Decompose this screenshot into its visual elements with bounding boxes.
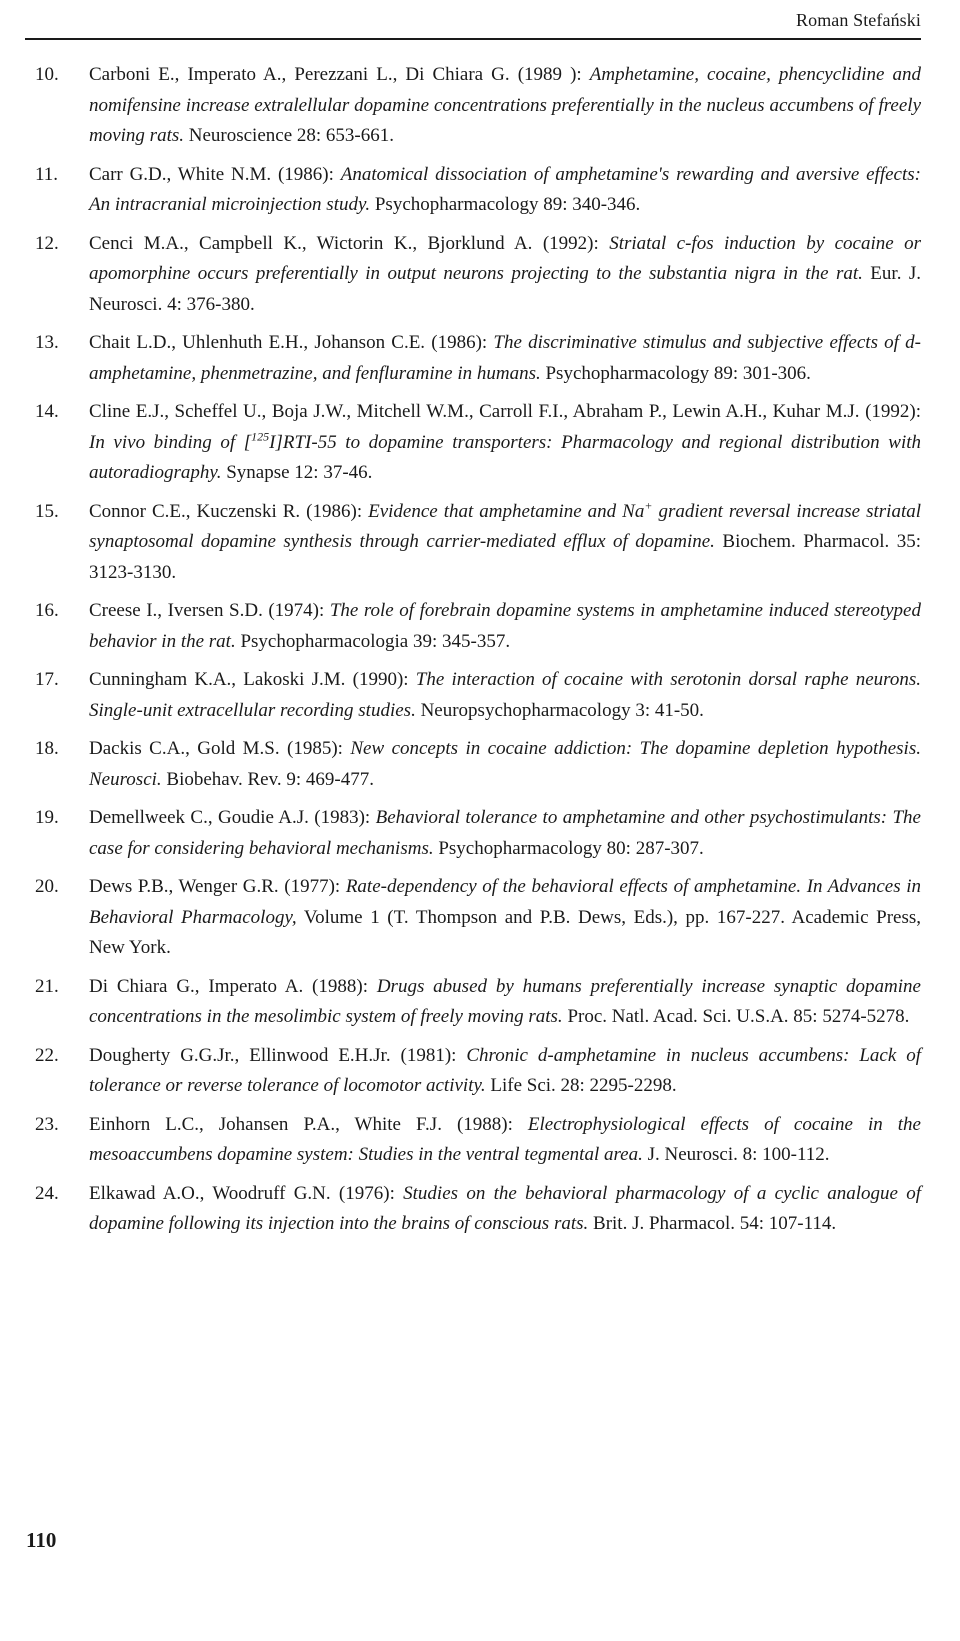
reference-plain-segment: Life Sci. 28: 2295-2298. bbox=[485, 1075, 677, 1096]
reference-item bbox=[25, 497, 921, 589]
reference-title-segment: Amphetamine, cocaine, phencyclidine and nomifensine increase extralellular dopamine concentrations preferentially in the nucleus accumbens of freely moving rats. bbox=[89, 64, 921, 146]
reference-title-segment: Striatal c-fos induction by cocaine or apomorphine occurs preferentially in output neurons projecting to the substantia nigra in the rat. bbox=[89, 232, 921, 284]
reference-item bbox=[25, 60, 921, 152]
reference-number: 22. bbox=[35, 1044, 59, 1066]
reference-plain-segment: Eur. J. Neurosci. 4: 376-380. bbox=[89, 263, 922, 315]
reference-item bbox=[25, 665, 921, 726]
reference-text bbox=[89, 972, 921, 1033]
reference-text bbox=[89, 596, 921, 657]
reference-number: 14. bbox=[35, 401, 59, 422]
reference-text bbox=[89, 60, 921, 152]
reference-plain-segment: Neuroscience 28: 653-661. bbox=[184, 125, 394, 146]
reference-text bbox=[89, 160, 921, 221]
reference-title-segment: gradient reversal increase striatal synaptosomal dopamine synthesis through carrier-mediated efflux of dopamine. bbox=[89, 500, 921, 552]
reference-plain-segment: Biochem. Pharmacol. 35: 3123-3130. bbox=[89, 531, 921, 583]
reference-text bbox=[89, 872, 921, 964]
reference-plain-segment: Carr G.D., White N.M. (1986): bbox=[89, 163, 341, 185]
reference-title-segment: New concepts in cocaine addiction: The dopamine depletion hypothesis. Neurosci. bbox=[89, 738, 921, 790]
reference-title-segment: I]RTI-55 to dopamine transporters: Pharmacology and regional distribution with autoradiography. bbox=[89, 431, 922, 483]
reference-title-segment: Evidence that amphetamine and Na bbox=[368, 500, 645, 522]
reference-plain-segment: Brit. J. Pharmacol. 54: 107-114. bbox=[588, 1213, 837, 1234]
reference-text bbox=[89, 229, 921, 321]
reference-plain-segment: Di Chiara G., Imperato A. (1988): bbox=[89, 975, 377, 997]
header-author: Roman Stefański bbox=[796, 10, 921, 30]
reference-text bbox=[89, 1110, 921, 1171]
reference-title-segment: Anatomical dissociation of amphetamine's rewarding and aversive effects: An intracranial microinjection study. bbox=[89, 163, 921, 215]
reference-plain-segment: Einhorn L.C., Johansen P.A., White F.J. (1988): bbox=[89, 1113, 528, 1135]
reference-item bbox=[25, 397, 921, 489]
reference-number: 15. bbox=[35, 500, 59, 522]
reference-number: 24. bbox=[35, 1182, 59, 1204]
reference-number: 11. bbox=[35, 163, 59, 185]
reference-text bbox=[89, 397, 921, 489]
reference-number: 10. bbox=[35, 64, 59, 85]
reference-plain-segment: Demellweek C., Goudie A.J. (1983): bbox=[89, 807, 376, 828]
reference-text bbox=[89, 1179, 921, 1240]
reference-title-segment: Drugs abused by humans preferentially increase synaptic dopamine concentrations in the mesolimbic system of freely moving rats. bbox=[89, 975, 921, 1027]
reference-plain-segment: Connor C.E., Kuczenski R. (1986): bbox=[89, 500, 369, 522]
reference-title-segment: In vivo binding of [ bbox=[89, 431, 252, 453]
reference-title-segment: The discriminative stimulus and subjective effects of d-amphetamine, phenmetrazine, and fenfluramine in humans. bbox=[89, 332, 921, 384]
reference-text bbox=[89, 1041, 921, 1102]
reference-title-segment: + bbox=[644, 498, 653, 513]
reference-number: 19. bbox=[35, 807, 59, 828]
reference-item bbox=[25, 1179, 921, 1240]
reference-item bbox=[25, 734, 921, 795]
reference-plain-segment: Creese I., Iversen S.D. (1974): bbox=[89, 600, 330, 621]
reference-text bbox=[89, 497, 921, 589]
reference-plain-segment: Elkawad A.O., Woodruff G.N. (1976): bbox=[89, 1182, 404, 1204]
reference-item bbox=[25, 1041, 921, 1102]
reference-item bbox=[25, 872, 921, 964]
page-number: 110 bbox=[26, 1528, 57, 1552]
reference-plain-segment: Dougherty G.G.Jr., Ellinwood E.H.Jr. (1981): bbox=[89, 1044, 467, 1066]
reference-number: 16. bbox=[35, 600, 59, 621]
reference-plain-segment: J. Neurosci. 8: 100-112. bbox=[642, 1144, 830, 1165]
reference-text bbox=[89, 665, 921, 726]
reference-text bbox=[89, 328, 921, 389]
reference-number: 12. bbox=[35, 232, 59, 254]
reference-number: 23. bbox=[35, 1113, 59, 1135]
reference-plain-segment: Neuropsychopharmacology 3: 41-50. bbox=[415, 699, 704, 721]
reference-item bbox=[25, 972, 921, 1033]
reference-item bbox=[25, 596, 921, 657]
reference-plain-segment: Psychopharmacology 80: 287-307. bbox=[433, 837, 704, 859]
reference-plain-segment: Volume 1 (T. Thompson and P.B. Dews, Eds.), pp. 167-227. Academic Press, New York. bbox=[89, 906, 921, 958]
reference-number: 20. bbox=[35, 876, 59, 897]
reference-plain-segment: Cenci M.A., Campbell K., Wictorin K., Bjorklund A. (1992): bbox=[89, 232, 610, 254]
reference-item bbox=[25, 328, 921, 389]
reference-title-segment: 125 bbox=[251, 429, 270, 444]
reference-item bbox=[25, 1110, 921, 1171]
reference-plain-segment: Psychopharmacology 89: 301-306. bbox=[540, 362, 811, 384]
reference-plain-segment: Proc. Natl. Acad. Sci. U.S.A. 85: 5274-5278. bbox=[562, 1006, 910, 1027]
reference-plain-segment: Psychopharmacologia 39: 345-357. bbox=[235, 630, 511, 652]
reference-plain-segment: Biobehav. Rev. 9: 469-477. bbox=[161, 768, 374, 790]
running-header bbox=[25, 4, 921, 40]
reference-plain-segment: Cline E.J., Scheffel U., Boja J.W., Mitchell W.M., Carroll F.I., Abraham P., Lewin A.H., Kuhar M.J. (1992): bbox=[89, 401, 921, 422]
reference-plain-segment: Dews P.B., Wenger G.R. (1977): bbox=[89, 876, 346, 897]
reference-number: 17. bbox=[35, 669, 59, 690]
reference-number: 21. bbox=[35, 975, 59, 997]
reference-title-segment: The interaction of cocaine with serotonin dorsal raphe neurons. Single-unit extracellular recording studies. bbox=[89, 669, 922, 721]
reference-title-segment: Chronic d-amphetamine in nucleus accumbens: Lack of tolerance or reverse tolerance of locomotor activity. bbox=[89, 1044, 921, 1096]
reference-number: 18. bbox=[35, 738, 59, 759]
reference-text bbox=[89, 803, 921, 864]
reference-plain-segment: Carboni E., Imperato A., Perezzani L., Di Chiara G. (1989 ): bbox=[89, 64, 590, 85]
reference-plain-segment: Cunningham K.A., Lakoski J.M. (1990): bbox=[89, 669, 416, 690]
reference-title-segment: Rate-dependency of the behavioral effects of amphetamine. In Advances in Behavioral Pharmacology, bbox=[89, 876, 921, 928]
reference-plain-segment: Dackis C.A., Gold M.S. (1985): bbox=[89, 738, 351, 759]
reference-title-segment: Behavioral tolerance to amphetamine and other psychostimulants: The case for considering behavioral mechanisms. bbox=[89, 807, 921, 859]
reference-plain-segment: Chait L.D., Uhlenhuth E.H., Johanson C.E. (1986): bbox=[89, 332, 494, 353]
reference-title-segment: The role of forebrain dopamine systems in amphetamine induced stereotyped behavior in the rat. bbox=[89, 600, 921, 652]
reference-number: 13. bbox=[35, 332, 59, 353]
reference-list bbox=[25, 60, 921, 1248]
reference-title-segment: Electrophysiological effects of cocaine in the mesoaccumbens dopamine system: Studies in the ventral tegmental area. bbox=[89, 1113, 921, 1165]
reference-plain-segment: Psychopharmacology 89: 340-346. bbox=[370, 194, 641, 215]
reference-plain-segment: Synapse 12: 37-46. bbox=[221, 462, 373, 483]
reference-text bbox=[89, 734, 921, 795]
reference-item bbox=[25, 160, 921, 221]
reference-title-segment: Studies on the behavioral pharmacology of a cyclic analogue of dopamine following its injection into the brains of conscious rats. bbox=[89, 1182, 922, 1234]
reference-item bbox=[25, 229, 921, 321]
reference-item bbox=[25, 803, 921, 864]
